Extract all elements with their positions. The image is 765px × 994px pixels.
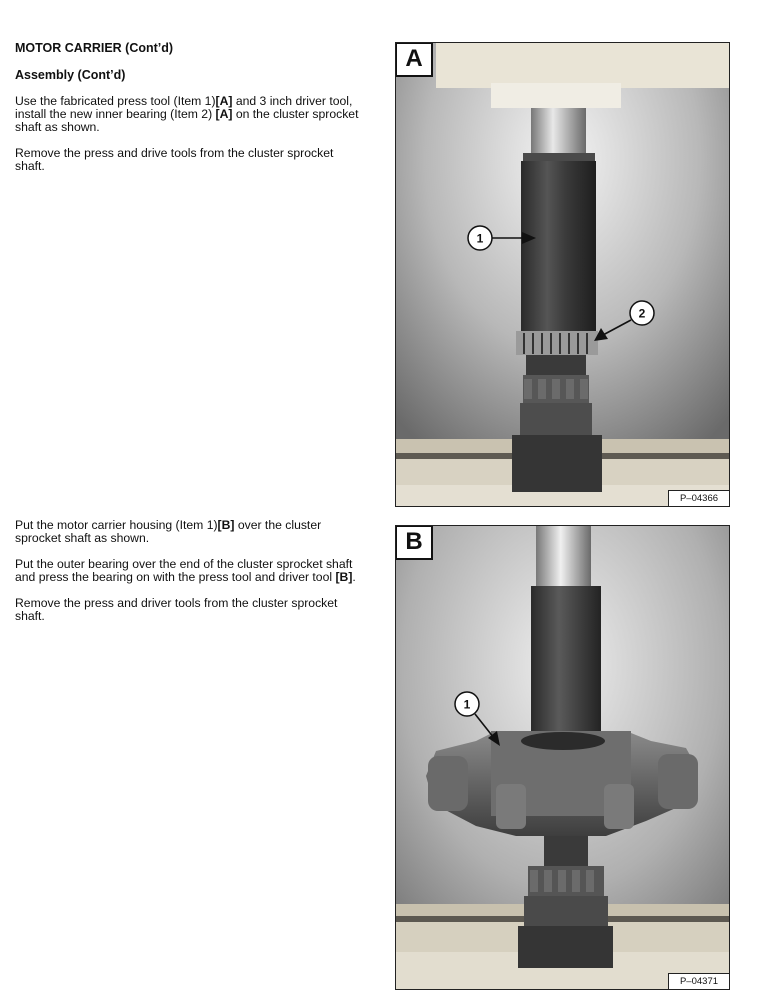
figure-a-label: A [395, 42, 433, 77]
subsection-title: Assembly (Cont’d) [15, 68, 126, 82]
svg-text:1: 1 [476, 231, 484, 246]
figure-b-photo [396, 526, 729, 989]
instruction-a-2: Remove the press and drive tools from the cluster sprocket shaft. [15, 146, 334, 173]
figure-b [395, 525, 730, 990]
instruction-b-2: Put the outer bearing over the end of the cluster sprocket shaft and press the bearing on with the press tool and driver tool [B]. [15, 557, 356, 584]
svg-text:1: 1 [463, 697, 471, 712]
ref-a: [A] [215, 107, 233, 121]
section-title: MOTOR CARRIER (Cont’d) [15, 41, 174, 55]
instruction-a-1: Use the fabricated press tool (Item 1)[A] and 3 inch driver tool, install the new inner bearing (Item 2) [A] on the cluster sprocket shaft as shown. [15, 94, 359, 134]
instruction-b-1: Put the motor carrier housing (Item 1)[B] over the cluster sprocket shaft as shown. [15, 518, 322, 545]
figure-a [395, 42, 730, 507]
instruction-b-3: Remove the press and driver tools from the cluster sprocket shaft. [15, 596, 338, 623]
figure-b-label: B [395, 525, 433, 560]
figure-b-photo-code: P–04371 [668, 973, 730, 990]
ref-b: [B] [217, 518, 235, 532]
ref-a: [A] [215, 94, 233, 108]
instruction-block-a [15, 95, 360, 173]
instruction-block-b [15, 519, 360, 623]
ref-b: [B] [335, 570, 353, 584]
figure-a-photo-code: P–04366 [668, 490, 730, 507]
figure-a-photo [396, 43, 729, 506]
svg-text:2: 2 [638, 306, 646, 321]
